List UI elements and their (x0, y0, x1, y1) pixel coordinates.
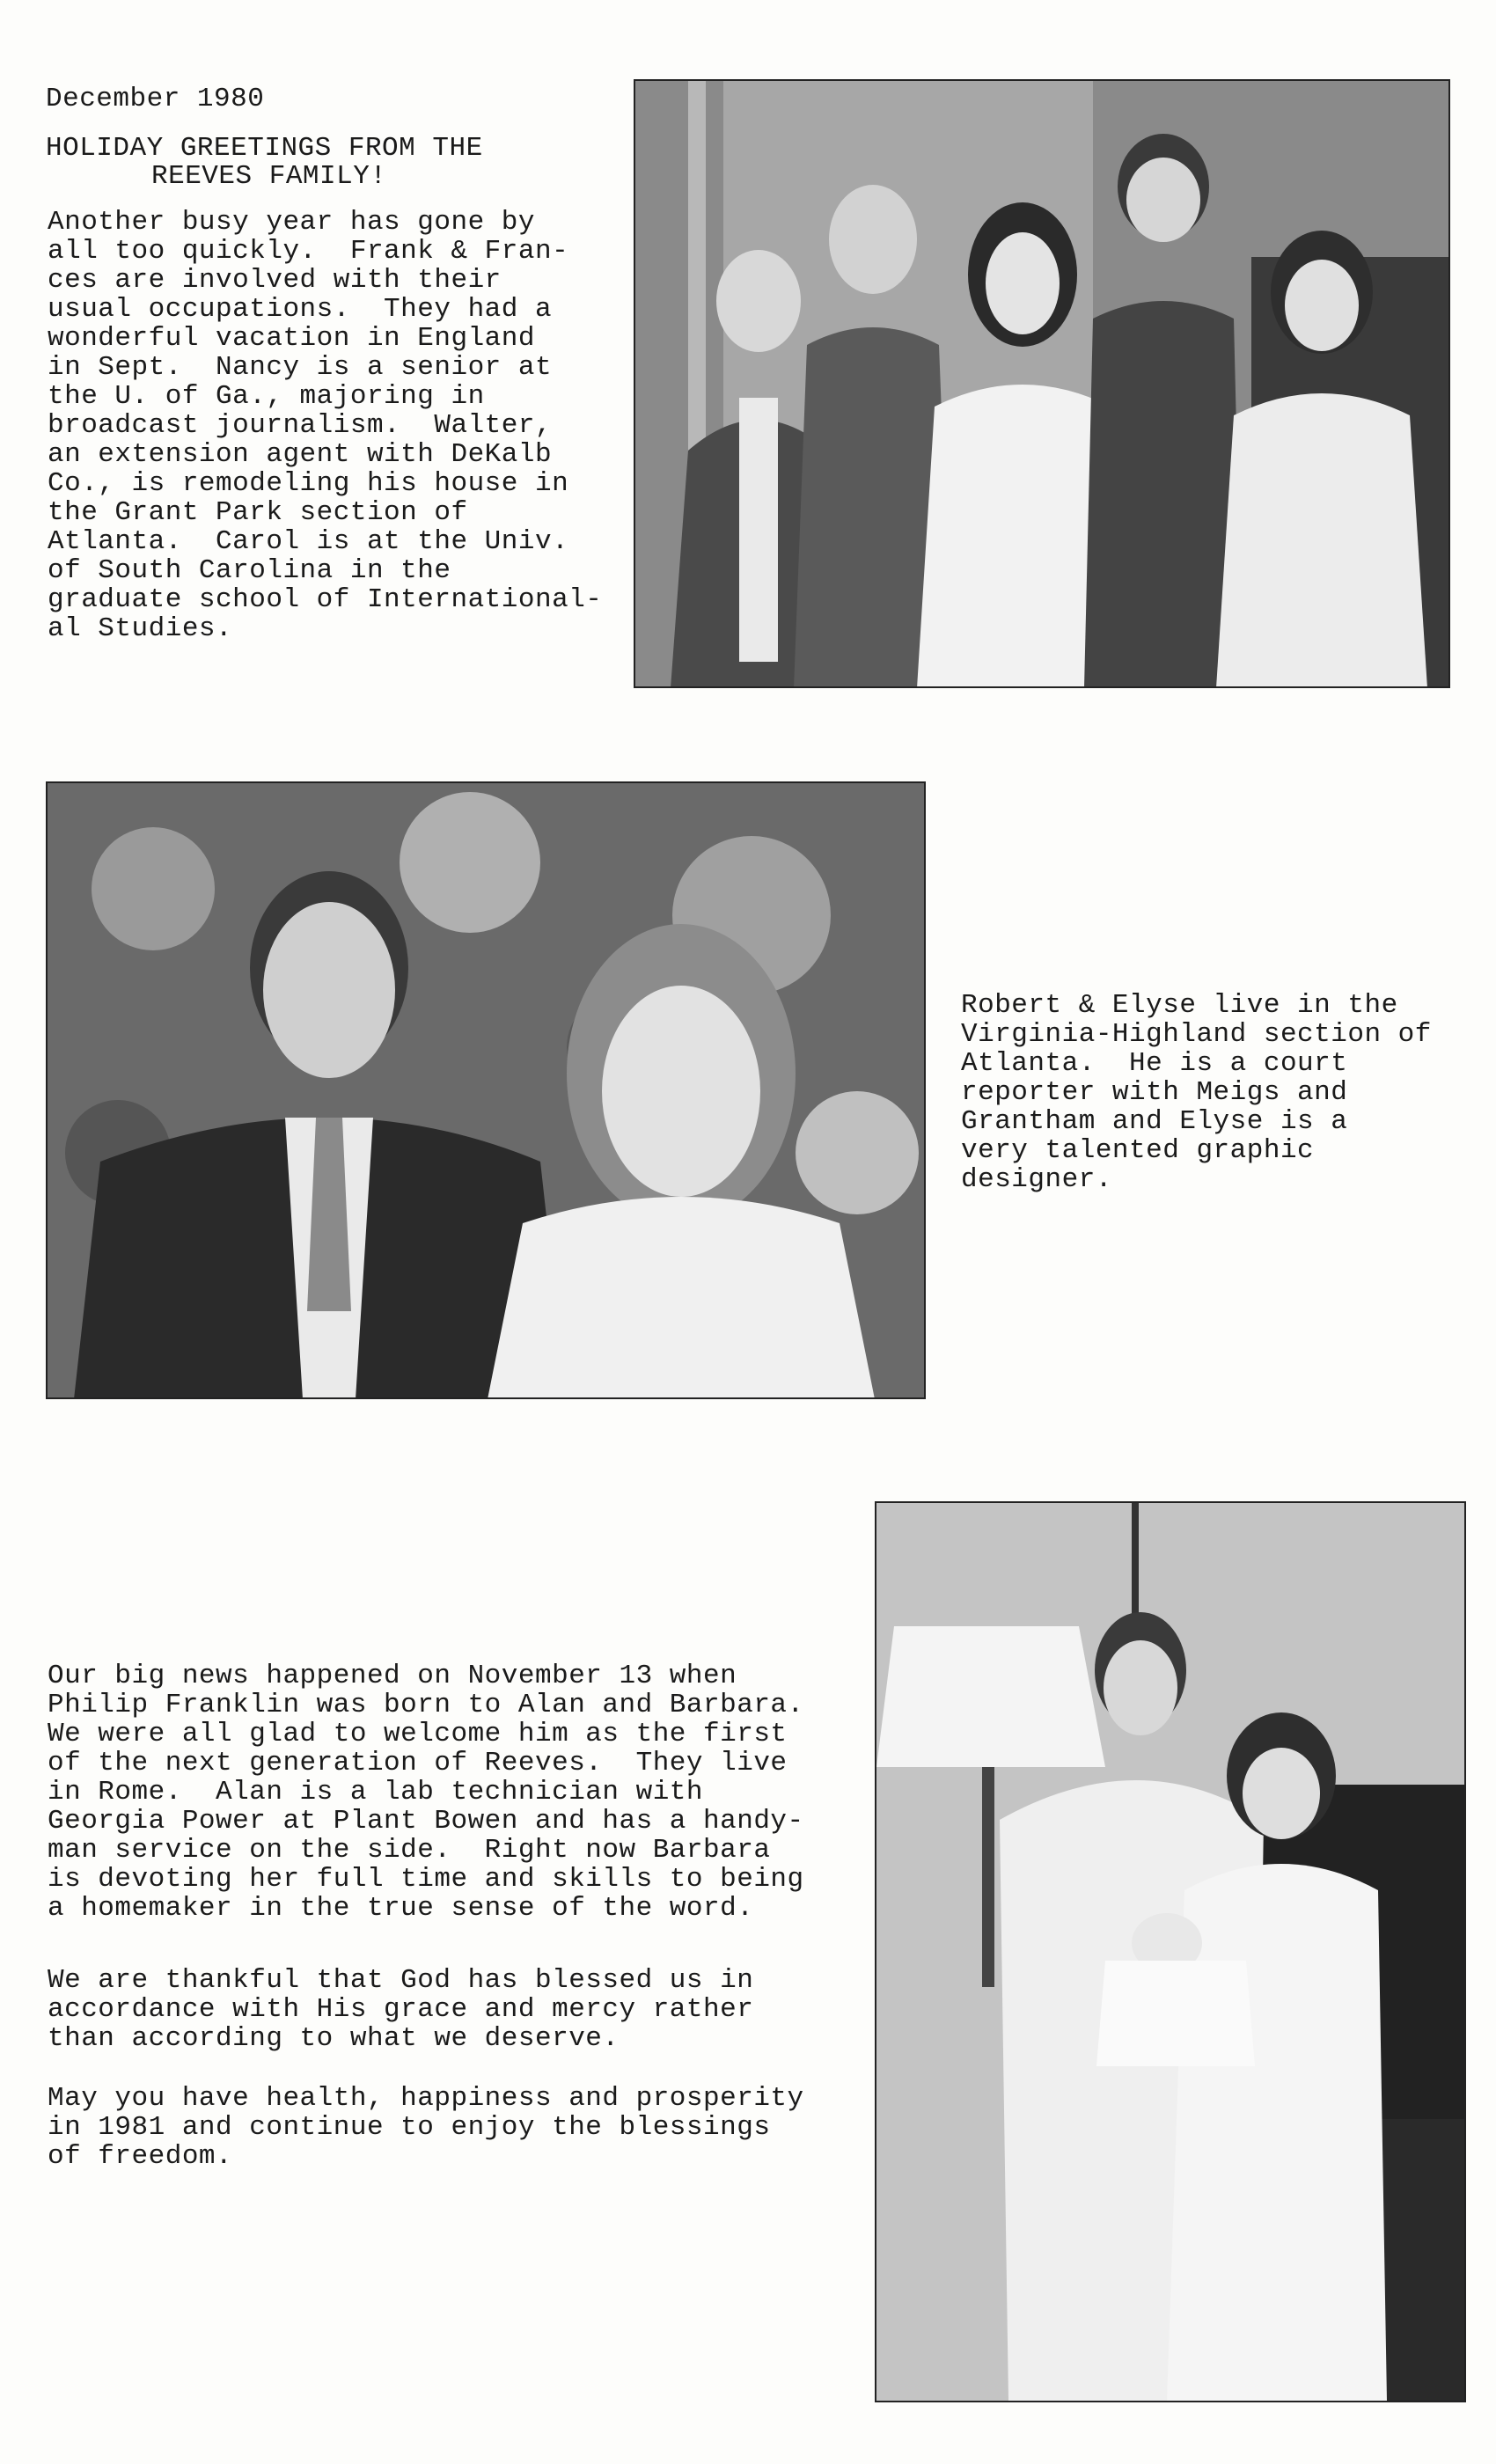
text-line: in Sept. Nancy is a senior at (48, 352, 553, 383)
text-line: al Studies. (48, 613, 233, 644)
text-line: reporter with Meigs and (961, 1077, 1348, 1108)
text-line: Atlanta. Carol is at the Univ. (48, 526, 569, 557)
text-line: usual occupations. They had a (48, 294, 553, 325)
text-line: designer. (961, 1164, 1112, 1195)
text-line: We are thankful that God has blessed us in (48, 1965, 754, 1996)
new-baby-illustration (876, 1503, 1464, 2401)
text-line: graduate school of International- (48, 584, 603, 615)
text-line: of South Carolina in the (48, 555, 451, 586)
text-line: a homemaker in the true sense of the word. (48, 1893, 754, 1924)
text-line: Grantham and Elyse is a (961, 1106, 1348, 1137)
text-line: ces are involved with their (48, 265, 502, 296)
text-line: broadcast journalism. Walter, (48, 410, 553, 441)
text-line: than according to what we deserve. (48, 2023, 620, 2054)
greeting-line-2: REEVES FAMILY! (151, 161, 387, 192)
text-line: Atlanta. He is a court (961, 1048, 1348, 1079)
text-line: Philip Franklin was born to Alan and Barbara. (48, 1690, 804, 1720)
thanks-paragraph (48, 1966, 753, 2053)
text-line: accordance with His grace and mercy rather (48, 1994, 754, 2025)
text-line: the Grant Park section of (48, 497, 468, 528)
text-line: May you have health, happiness and prosperity (48, 2083, 804, 2114)
text-line: We were all glad to welcome him as the first (48, 1719, 788, 1749)
text-line: Another busy year has gone by (48, 207, 535, 238)
text-line: Virginia-Highland section of (961, 1019, 1432, 1050)
text-line: the U. of Ga., majoring in (48, 381, 485, 412)
text-line: Our big news happened on November 13 when (48, 1661, 737, 1691)
intro-paragraph (48, 208, 602, 643)
robert-elyse-paragraph (961, 991, 1432, 1194)
text-line: man service on the side. Right now Barbara (48, 1835, 771, 1866)
text-line: in Rome. Alan is a lab technician with (48, 1777, 704, 1808)
couple-portrait-illustration (48, 783, 924, 1397)
closing-paragraph (48, 2084, 804, 2171)
letter-date: December 1980 (46, 84, 265, 114)
text-line: is devoting her full time and skills to being (48, 1864, 804, 1895)
text-line: Robert & Elyse live in the (961, 990, 1398, 1021)
text-line: of freedom. (48, 2141, 233, 2172)
couple-portrait-photo (46, 781, 926, 1399)
family-group-photo (634, 79, 1450, 688)
new-baby-photo (875, 1501, 1466, 2402)
text-line: in 1981 and continue to enjoy the blessings (48, 2112, 771, 2143)
text-line: Georgia Power at Plant Bowen and has a handy- (48, 1806, 804, 1837)
text-line: very talented graphic (961, 1135, 1315, 1166)
baby-news-paragraph (48, 1661, 804, 1923)
text-line: an extension agent with DeKalb (48, 439, 553, 470)
text-line: all too quickly. Frank & Fran- (48, 236, 569, 267)
text-line: of the next generation of Reeves. They live (48, 1748, 788, 1778)
greeting-line-1: HOLIDAY GREETINGS FROM THE (46, 133, 483, 164)
family-group-illustration (635, 81, 1448, 686)
text-line: wonderful vacation in England (48, 323, 535, 354)
text-line: Co., is remodeling his house in (48, 468, 569, 499)
